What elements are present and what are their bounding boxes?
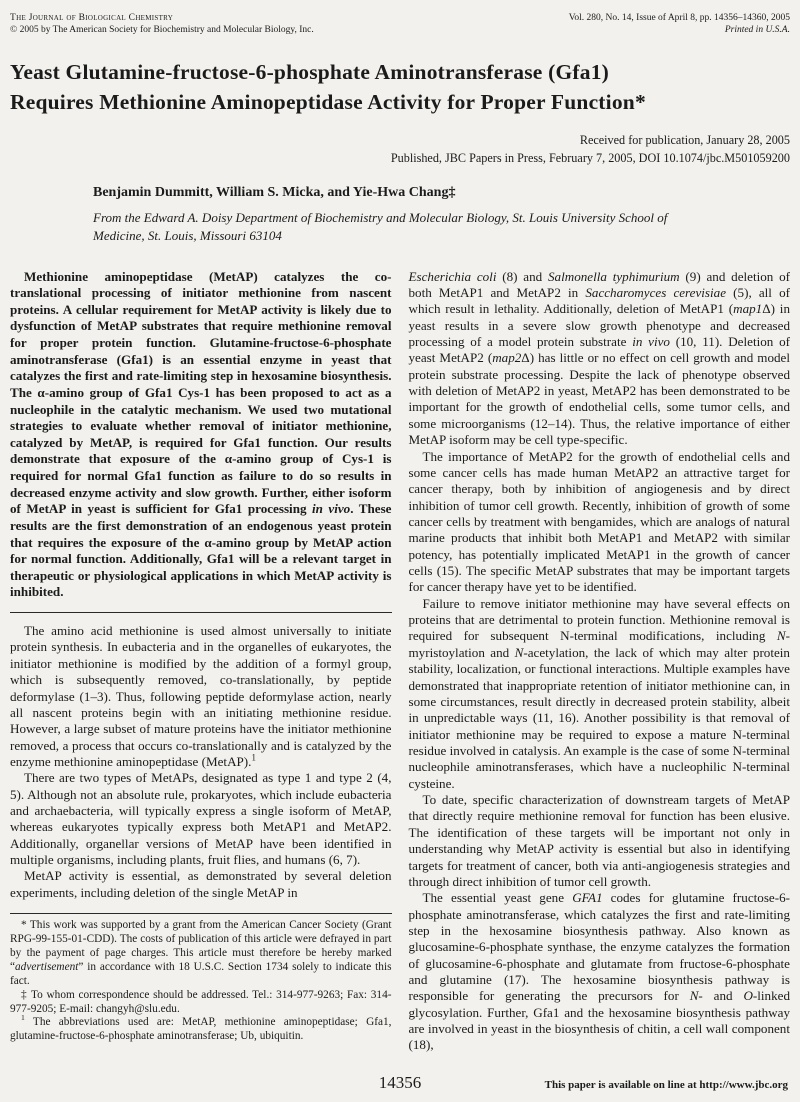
abstract-paragraph: Methionine aminopeptidase (MetAP) catalyzes the co-translational processing of initiator methionine from nascent proteins. A cellular requirement for MetAP activity is likely due to dysfunction of MetAP substrates that require methionine removal for proper protein function. Glutamine-fructose-6-phosphate aminotransferase (Gfa1) is an essential enzyme in yeast that catalyzes the first and rate-limiting step in hexosamine biosynthesis. The α-amino group of Gfa1 Cys-1 has been proposed to act as a nucleophile in the catalytic mechanism. We used two mutational strategies to evaluate whether removal of initiator methionine, catalyzed by MetAP, is required for Gfa1 function. Our results demonstrate that exposure of the α-amino group of Cys-1 is required for normal Gfa1 function as failure to do so results in decreased enzyme activity and slow growth. Further, either isoform of MetAP in yeast is sufficient for Gfa1 processing in vivo. These results are the first demonstration of an endogenous yeast protein that requires the exposure of the α-amino group by MetAP action for normal function. Additionally, Gfa1 will be a relevant target in therapeutic or physiological applications in which MetAP activity is inhibited.	[10, 268, 392, 600]
footnote-divider	[10, 913, 392, 914]
footnote-funding: * This work was supported by a grant from the American Cancer Society (Grant RPG-99-155-01-CDD). The costs of publication of this article were defrayed in part by the payment of page charges. This article must therefore be hereby marked “advertisement” in accordance with 18 U.S.C. Section 1734 solely to indicate this fact.	[10, 919, 392, 987]
masthead-left	[10, 12, 314, 37]
journal-name: The Journal of Biological Chemistry	[10, 13, 174, 23]
article-title-line2: Requires Methionine Aminopeptidase Activity for Proper Function*	[10, 90, 646, 115]
page-footer	[0, 1073, 800, 1093]
body-paragraph: MetAP activity is essential, as demonstrated by several deletion experiments, including deletion of the single MetAP in	[10, 868, 392, 900]
body-paragraph: Escherichia coli (8) and Salmonella typhimurium (9) and deletion of both MetAP1 and MetAP2 in Saccharomyces cerevisiae (5), all of which result in lethality. Additionally, deletion of MetAP1 (map1Δ) in yeast results in a severe slow growth phenotype and decreased processing of a model protein substrate in vivo (10, 11). Deletion of yeast MetAP2 (map2Δ) has little or no effect on cell growth and model protein substrate processing. Despite the lack of phenotype observed with deletion of MetAP2 in yeast, MetAP2 has been demonstrated to be important for the growth of endothelial cells, some tumor cells, and some microorganisms (12–14). Thus, the relative importance of either MetAP isoform may be cell type-specific.	[408, 268, 791, 448]
printed-in: Printed in U.S.A.	[724, 25, 790, 36]
received-block	[10, 132, 790, 167]
published-line: Published, JBC Papers in Press, February 7, 2005, DOI 10.1074/jbc.M501059200	[390, 150, 790, 165]
column-left	[10, 269, 392, 1054]
abstract-divider	[10, 612, 392, 613]
footnote-correspondence: ‡ To whom correspondence should be addressed. Tel.: 314-977-9263; Fax: 314-977-9205; E-mail: changyh@slu.edu.	[10, 988, 392, 1015]
availability-note: This paper is available on line at http://www.jbc.org	[544, 1079, 788, 1091]
article-body	[10, 269, 790, 1054]
body-paragraph: Failure to remove initiator methionine may have several effects on proteins that are detrimental to protein function. Methionine removal is required for subsequent N-terminal modifications, including N-myristoylation and N-acetylation, the lack of which may alter protein stability, localization, or functional interactions. Multiple examples have demonstrated that inappropriate retention of initiator methionine can, in some circumstances, result directly in decreased protein stability, albeit in unpredictable ways (11, 16). Another possibility is that removal of initiator methionine may be required to expose a mature N-terminal residue involved in catalysis. An example is the case of some N-terminal nucleophile aminotransferases, which have a nucleophilic N-terminal cysteine.	[408, 595, 790, 791]
page-number: 14356	[378, 1073, 422, 1092]
body-paragraph: The importance of MetAP2 for the growth of endothelial cells and some cancer cells has made human MetAP2 an attractive target for cancer therapy, both by inhibition of angiogenesis and by direct inhibition of tumor cell growth. Recently, inhibition of growth of some cancer cells by treatment with bengamides, which are analogs of natural marine products that inhibit both MetAP1 and MetAP2 with similar potency, has potentially implicated MetAP1 in the growth of cancer cells (15). The specific MetAP substrates that may be important targets for cancer therapy have yet to be identified.	[408, 448, 790, 595]
footnote-abbreviations: $^1$ The abbreviations used are: MetAP, methionine aminopeptidase; Gfa1, glutamine-fructose-6-phosphate aminotransferase; Ub, ubiquitin.	[10, 1013, 392, 1043]
volume-info: Vol. 280, No. 14, Issue of April 8, pp. 14356–14360, 2005	[568, 13, 790, 23]
affiliation-line: From the Edward A. Doisy Department of Biochemistry and Molecular Biology, St. Louis University School of Medicine, St. Louis, Missouri 63104	[93, 210, 668, 244]
footnotes	[10, 919, 392, 1044]
body-paragraph: To date, specific characterization of downstream targets of MetAP that directly require methionine removal for function has been elusive. The identification of these targets will be important not only in understanding why MetAP activity is essential but also in identifying targets for treatment of cancer, both via anti-angiogenesis strategies and through direct inhibition of tumor cell growth.	[408, 792, 790, 889]
masthead	[10, 12, 790, 37]
masthead-right	[569, 12, 790, 37]
article-title-line1: Yeast Glutamine-fructose-6-phosphate Aminotransferase (Gfa1)	[10, 59, 609, 84]
body-paragraph: There are two types of MetAPs, designated as type 1 and type 2 (4, 5). Although not an absolute rule, prokaryotes, which include eubacteria and archaebacteria, will typically express a single isoform of MetAP, whereas eukaryotes typically express both MetAP1 and MetAP2. Additionally, organellar versions of MetAP have been identified in multiple organisms, including plants, fruit flies, and humans (6, 7).	[10, 770, 392, 868]
column-right	[409, 269, 791, 1054]
authors-line: Benjamin Dummitt, William S. Micka, and Yie-Hwa Chang‡	[93, 185, 456, 201]
body-paragraph: The essential yeast gene GFA1 codes for glutamine fructose-6-phosphate aminotransferase, which catalyzes the first and rate-limiting step in the hexosamine biosynthesis pathway. Also known as glucosamine-6-phosphate synthase, the enzyme catalyzes the formation of glucosamine-6-phosphate and glutamate from fructose-6-phosphate and glutamine (17). The hexosamine biosynthesis pathway is responsible for generating the precursors for N- and O-linked glycosylation. Further, Gfa1 and the hexosamine biosynthesis pathway are involved in yeast in the biosynthesis of chitin, a cell wall component (18),	[408, 890, 790, 1053]
copyright-line: © 2005 by The American Society for Biochemistry and Molecular Biology, Inc.	[10, 25, 314, 36]
received-line: Received for publication, January 28, 2005	[579, 133, 790, 148]
body-paragraph: The amino acid methionine is used almost universally to initiate protein synthesis. In eubacteria and in the organelles of eukaryotes, the initiator methionine is modified by the addition of a formyl group, which is subsequently removed, co-translationally, by peptide deformylase (1–3). Thus, following peptide deformylase action, nearly all nascent proteins begin with an initiating methionine residue. However, a large subset of mature proteins have the initiator methionine removed, a process that occurs co-translationally and is catalyzed by the enzyme methionine aminopeptidase (MetAP).$^1$	[10, 623, 392, 769]
article-title	[10, 57, 790, 118]
